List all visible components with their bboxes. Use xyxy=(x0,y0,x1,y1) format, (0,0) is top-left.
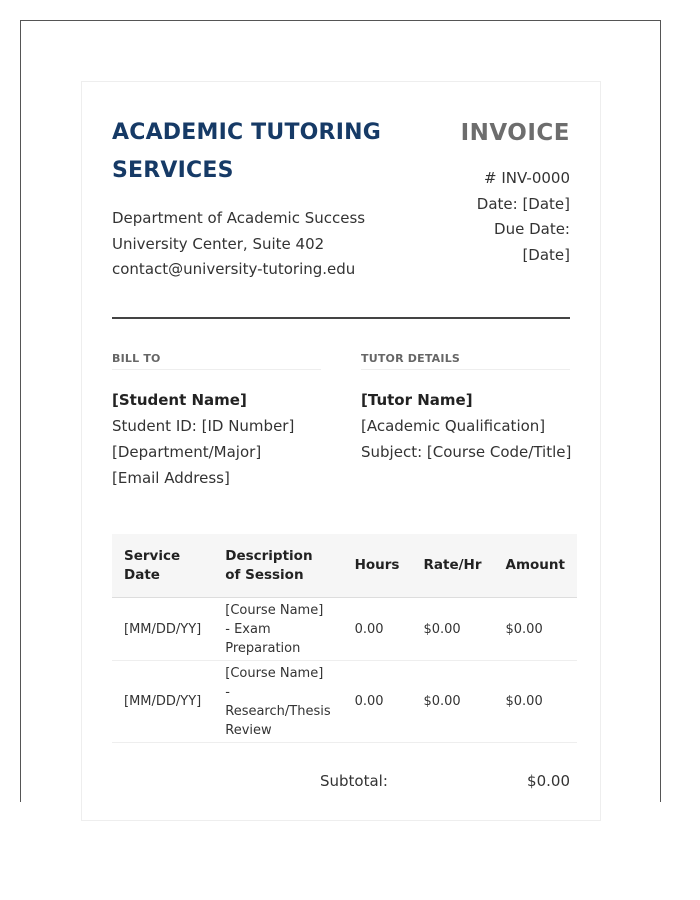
cell-service-date: [MM/DD/YY] xyxy=(112,598,213,661)
company-address xyxy=(112,206,402,283)
col-rate: Rate/Hr xyxy=(411,534,493,598)
invoice-title: INVOICE xyxy=(460,120,570,146)
cell-amount: $0.00 xyxy=(494,661,577,743)
cell-service-date: [MM/DD/YY] xyxy=(112,661,213,743)
address-department: Department of Academic Success xyxy=(112,209,366,227)
line-items-table xyxy=(112,534,577,743)
subtotal-value: $0.00 xyxy=(527,772,570,790)
student-email: [Email Address] xyxy=(112,469,230,487)
student-name: [Student Name] xyxy=(112,391,247,409)
address-email: contact@university-tutoring.edu xyxy=(112,260,356,278)
address-location: University Center, Suite 402 xyxy=(112,234,325,253)
invoice-meta xyxy=(450,166,570,268)
table-row xyxy=(112,661,577,743)
subtotal-label: Subtotal: xyxy=(320,772,388,790)
cell-description: [Course Name] - Research/Thesis Review xyxy=(213,661,342,743)
cell-rate: $0.00 xyxy=(411,661,493,743)
tutor-subject: Subject: [Course Code/Title] xyxy=(361,443,572,461)
cell-rate: $0.00 xyxy=(411,598,493,661)
col-description: Description of Session xyxy=(213,534,342,598)
invoice-date: Date: [Date] xyxy=(476,194,570,213)
student-department: [Department/Major] xyxy=(112,443,262,461)
table-row xyxy=(112,598,577,661)
col-service-date: Service Date xyxy=(112,534,213,598)
col-amount: Amount xyxy=(494,534,577,598)
header-divider xyxy=(112,317,570,319)
cell-amount: $0.00 xyxy=(494,598,577,661)
cell-hours: 0.00 xyxy=(343,661,412,743)
invoice-number: # INV-0000 xyxy=(484,169,570,187)
cell-description: [Course Name] - Exam Preparation xyxy=(213,598,342,661)
invoice-due-value: [Date] xyxy=(522,245,570,264)
student-id: Student ID: [ID Number] xyxy=(112,417,295,435)
col-hours: Hours xyxy=(343,534,412,598)
table-header-row xyxy=(112,534,577,598)
invoice-due-label: Due Date: xyxy=(494,220,570,238)
cell-hours: 0.00 xyxy=(343,598,412,661)
tutor-details-heading: TUTOR DETAILS xyxy=(361,352,570,370)
tutor-qualification: [Academic Qualification] xyxy=(361,417,546,435)
tutor-name: [Tutor Name] xyxy=(361,391,473,409)
bill-to-block xyxy=(112,387,352,491)
company-name: ACADEMIC TUTORING SERVICES xyxy=(112,120,381,183)
bill-to-heading: BILL TO xyxy=(112,352,321,370)
tutor-block xyxy=(361,387,591,465)
